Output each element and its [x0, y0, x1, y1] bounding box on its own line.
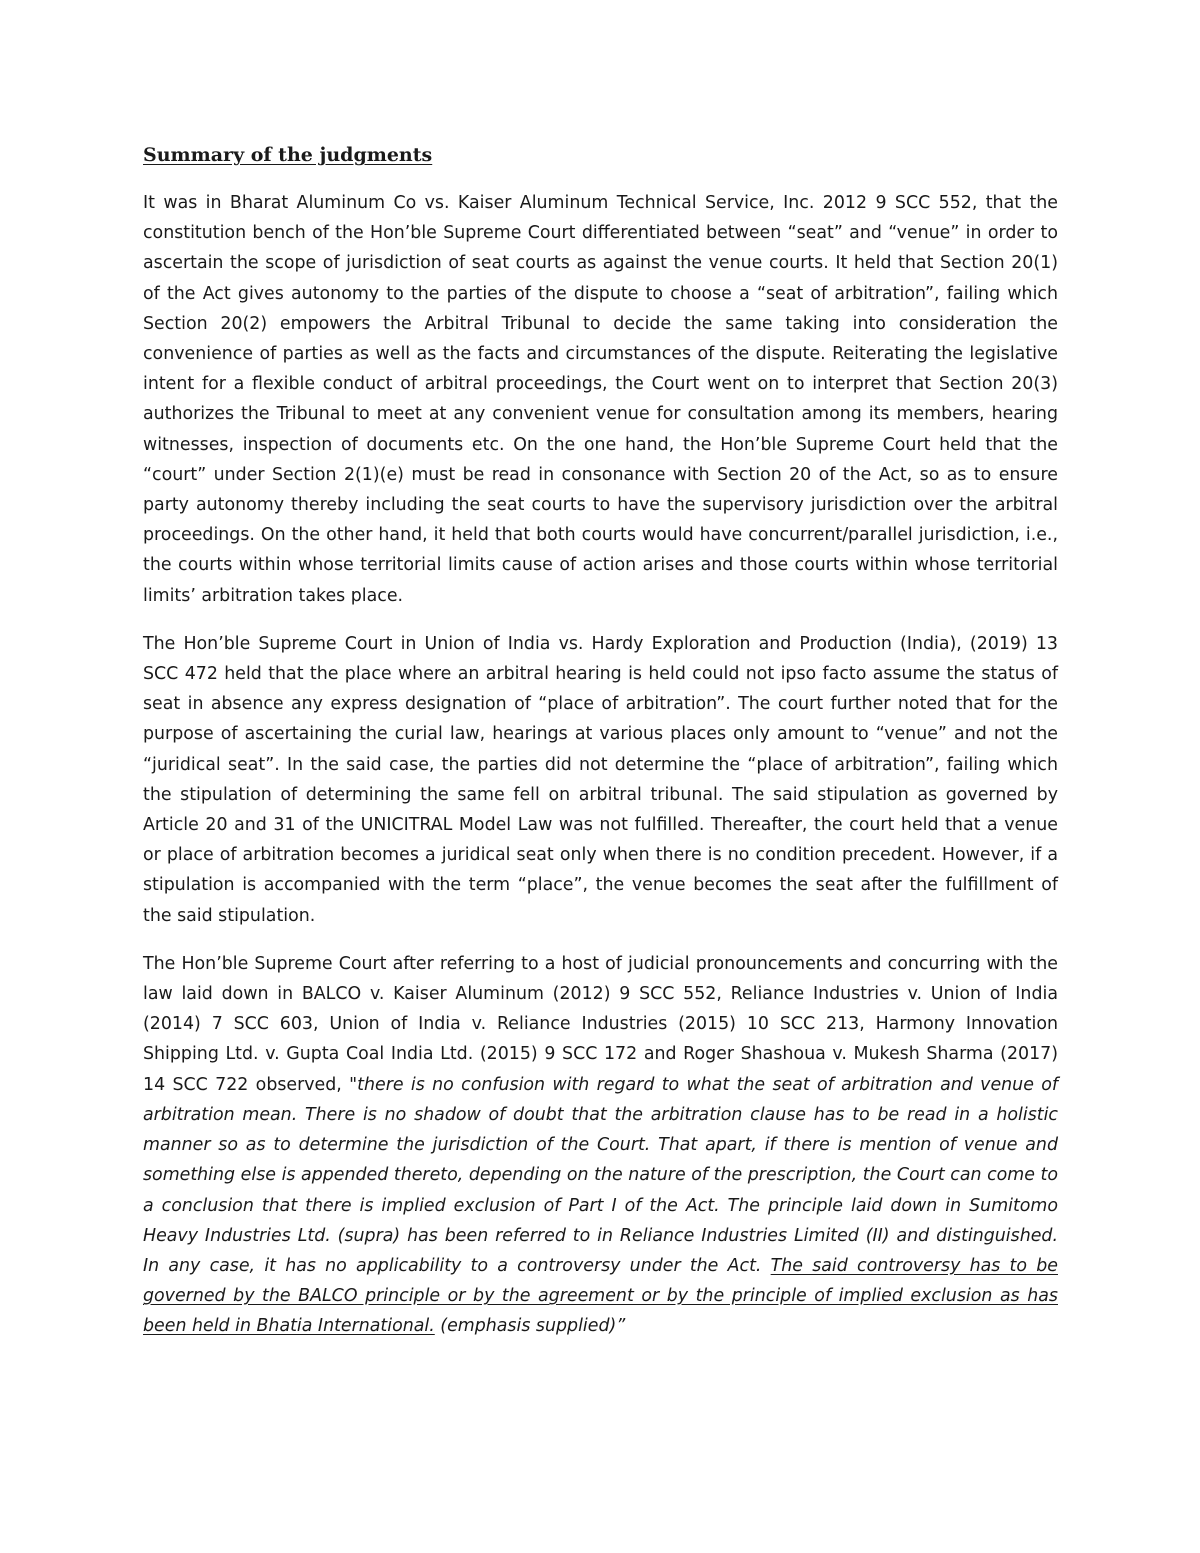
quoted-emphasis: The said controversy has to be governed by the BALCO principle or by the agreement or by the principle of implied exclusion as has been held in Bhatia International. — [143, 1255, 1058, 1337]
document-body — [143, 140, 1058, 1360]
paragraph-hardy: The Hon’ble Supreme Court in Union of India vs. Hardy Exploration and Production (India), (2019) 13 SCC 472 held that the place where an arbitral hearing is held could not ipso facto assume the status of seat in absence any express designation of “place of arbitration”. The court further noted that for the purpose of ascertaining the curial law, hearings at various places only amount to “venue” and not the “juridical seat”. In the said case, the parties did not determine the “place of arbitration”, failing which the stipulation of determining the same fell on arbitral tribunal. The said stipulation as governed by Article 20 and 31 of the UNICITRAL Model Law was not fulfilled. Thereafter, the court held that a venue or place of arbitration becomes a juridical seat only when there is no condition precedent. However, if a stipulation is accompanied with the term “place”, the venue becomes the seat after the fulfillment of the said stipulation. — [143, 633, 1058, 926]
paragraph-observation-intro: The Hon’ble Supreme Court after referring to a host of judicial pronouncements and concurring with the law laid down in BALCO v. Kaiser Aluminum (2012) 9 SCC 552, Reliance Industries v. Union of India (2014) 7 SCC 603, Union of India v. Reliance Industries (2015) 10 SCC 213, Harmony Innovation Shipping Ltd. v. Gupta Coal India Ltd. (2015) 9 SCC 172 and Roger Shashoua v. Mukesh Sharma (2017) 14 SCC 722 observed, — [143, 953, 1058, 1095]
document-heading: Summary of the judgments — [143, 144, 433, 166]
quoted-observation-text: "there is no confusion with regard to what the seat of arbitration and venue of arbitration mean. There is no shadow of doubt that the arbitration clause has to be read in a holistic manner so as to determine the jurisdiction of the Court. That apart, if there is mention of venue and something else is appended thereto, depending on the nature of the prescription, the Court can come to a conclusion that there is implied exclusion of Part I of the Act. The principle laid down in Sumitomo Heavy Industries Ltd. (supra) has been referred to in Reliance Industries Limited (II) and distinguished. In any case, it has no applicability to a controversy under the Act. — [143, 1074, 1059, 1276]
paragraph-balco: It was in Bharat Aluminum Co vs. Kaiser Aluminum Technical Service, Inc. 2012 9 SCC 552, that the constitution bench of the Hon’ble Supreme Court differentiated between “seat” and “venue” in order to ascertain the scope of jurisdiction of seat courts as against the venue courts. It held that Section 20(1) of the Act gives autonomy to the parties of the dispute to choose a “seat of arbitration”, failing which Section 20(2) empowers the Arbitral Tribunal to decide the same taking into consideration the convenience of parties as well as the facts and circumstances of the dispute. Reiterating the legislative intent for a flexible conduct of arbitral proceedings, the Court went on to interpret that Section 20(3) authorizes the Tribunal to meet at any convenient venue for consultation among its members, hearing witnesses, inspection of documents etc. On the one hand, the Hon’ble Supreme Court held that the “court” under Section 2(1)(e) must be read in consonance with Section 20 of the Act, so as to ensure party autonomy thereby including the seat courts to have the supervisory jurisdiction over the arbitral proceedings. On the other hand, it held that both courts would have concurrent/parallel jurisdiction, i.e., the courts within whose territorial limits cause of action arises and those courts within whose territorial limits’ arbitration takes place. — [143, 193, 1058, 606]
quoted-observation-end: (emphasis supplied)” — [434, 1316, 626, 1337]
quoted-observation — [143, 1075, 1058, 1337]
paragraph-observation — [143, 949, 1058, 1342]
